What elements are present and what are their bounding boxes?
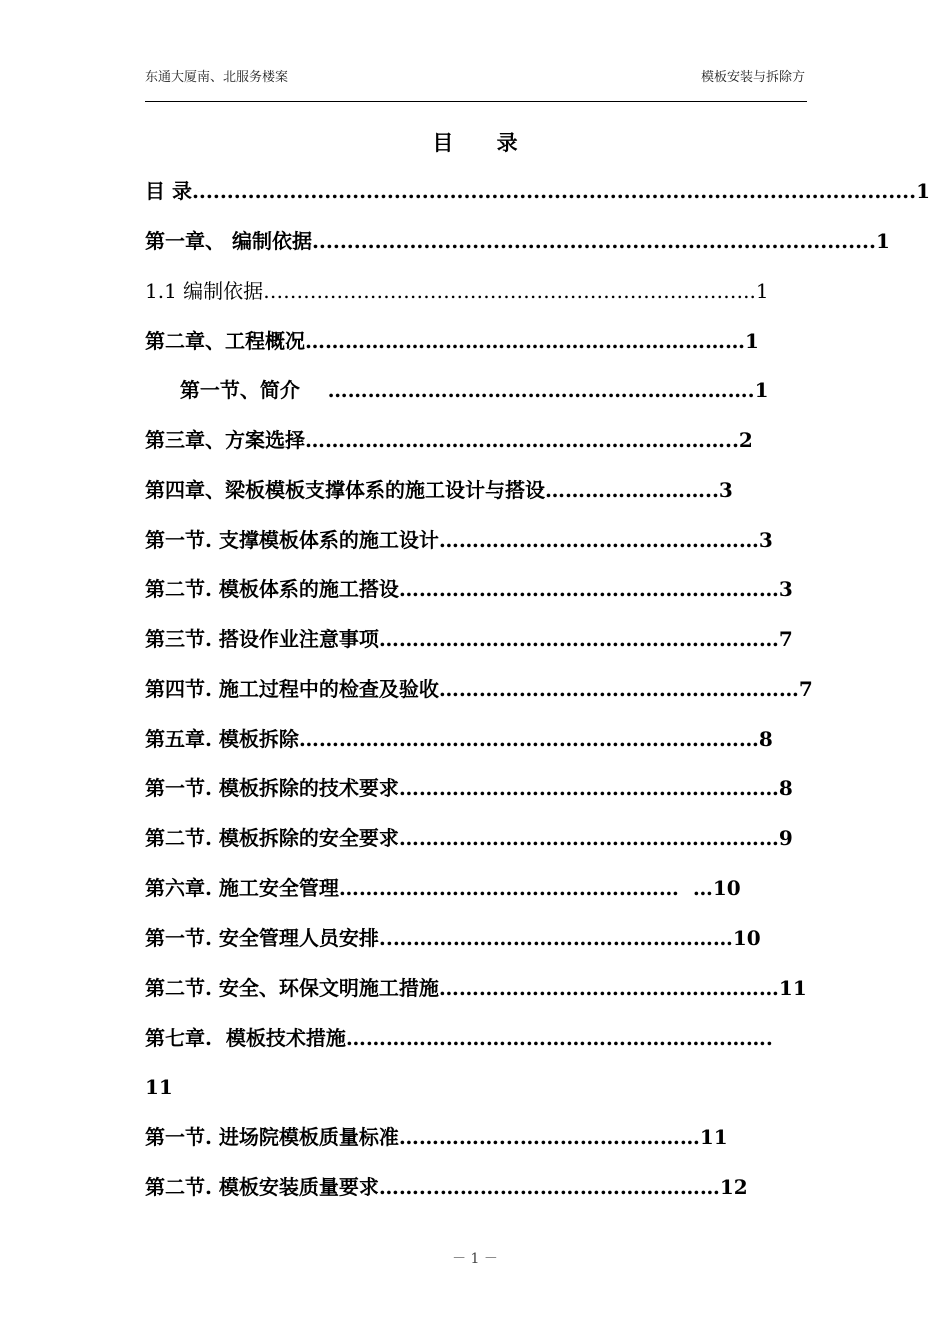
toc-entry-chapter-6-section-2[interactable]: 第二节. 安全、环保文明施工措施……………………………………………11 — [145, 976, 807, 1000]
toc-entry-chapter-5[interactable]: 第五章. 模板拆除……………………………………………………………8 — [145, 727, 773, 751]
toc-entry-chapter-4[interactable]: 第四章、梁板模板支撑体系的施工设计与搭设……………………..3 — [145, 478, 733, 502]
header-right-text: 模板安装与拆除方 — [700, 70, 805, 85]
toc-entry-1-1[interactable]: 1.1 编制依据………………………………………………………………..1 — [145, 279, 769, 303]
header-divider — [145, 101, 807, 102]
toc-entry-chapter-7-section-1[interactable]: 第一节. 进场院模板质量标准……………...………………………11 — [145, 1125, 728, 1149]
toc-entry-chapter-6[interactable]: 第六章. 施工安全管理…………………………………………… …10 — [145, 876, 741, 900]
toc-entry-contents[interactable]: 目 录........................................................................................................1 — [145, 179, 931, 203]
toc-entry-chapter-5-section-1[interactable]: 第一节. 模板拆除的技术要求…………………………………………………8 — [145, 776, 793, 800]
toc-entry-chapter-4-section-4[interactable]: 第四节. 施工过程中的检查及验收………………………………………………7 — [145, 677, 813, 701]
toc-entry-chapter-4-section-3[interactable]: 第三节. 搭设作业注意事项……………………………………………………7 — [145, 627, 793, 651]
toc-entry-chapter-2-section-1[interactable]: 第一节、简介 ……………………………………………………….1 — [145, 378, 769, 402]
toc-entry-chapter-7[interactable]: 第七章. 模板技术措施………………………………………………………. — [145, 1026, 773, 1050]
page-number: － 1 － — [452, 1251, 498, 1267]
toc-entry-chapter-3[interactable]: 第三章、方案选择………………………………………………………..2 — [145, 428, 753, 452]
toc-entry-chapter-6-section-1[interactable]: 第一节. 安全管理人员安排..……………………………………………10 — [145, 926, 761, 950]
toc-entry-chapter-4-section-2[interactable]: 第二节. 模板体系的施工搭设…………………………………………………3 — [145, 577, 793, 601]
toc-entry-chapter-4-section-1[interactable]: 第一节. 支撑模板体系的施工设计…………………………………………3 — [145, 528, 773, 552]
header-left-text: 东通大厦南、北服务楼案 — [145, 70, 289, 85]
toc-entry-chapter-5-section-2[interactable]: 第二节. 模板拆除的安全要求…………………………………………………9 — [145, 826, 793, 850]
toc-entry-chapter-7-section-2[interactable]: 第二节. 模板安装质量要求……...……………………………………12 — [145, 1175, 748, 1199]
toc-entry-chapter-2[interactable]: 第二章、工程概况…………………………………………………………1 — [145, 329, 759, 353]
toc-entry-chapter-7-page: 11 — [145, 1075, 173, 1099]
toc-entry-chapter-1[interactable]: 第一章、 编制依据.................................................................................1 — [145, 229, 890, 253]
toc-title: 目 录 — [432, 130, 536, 155]
